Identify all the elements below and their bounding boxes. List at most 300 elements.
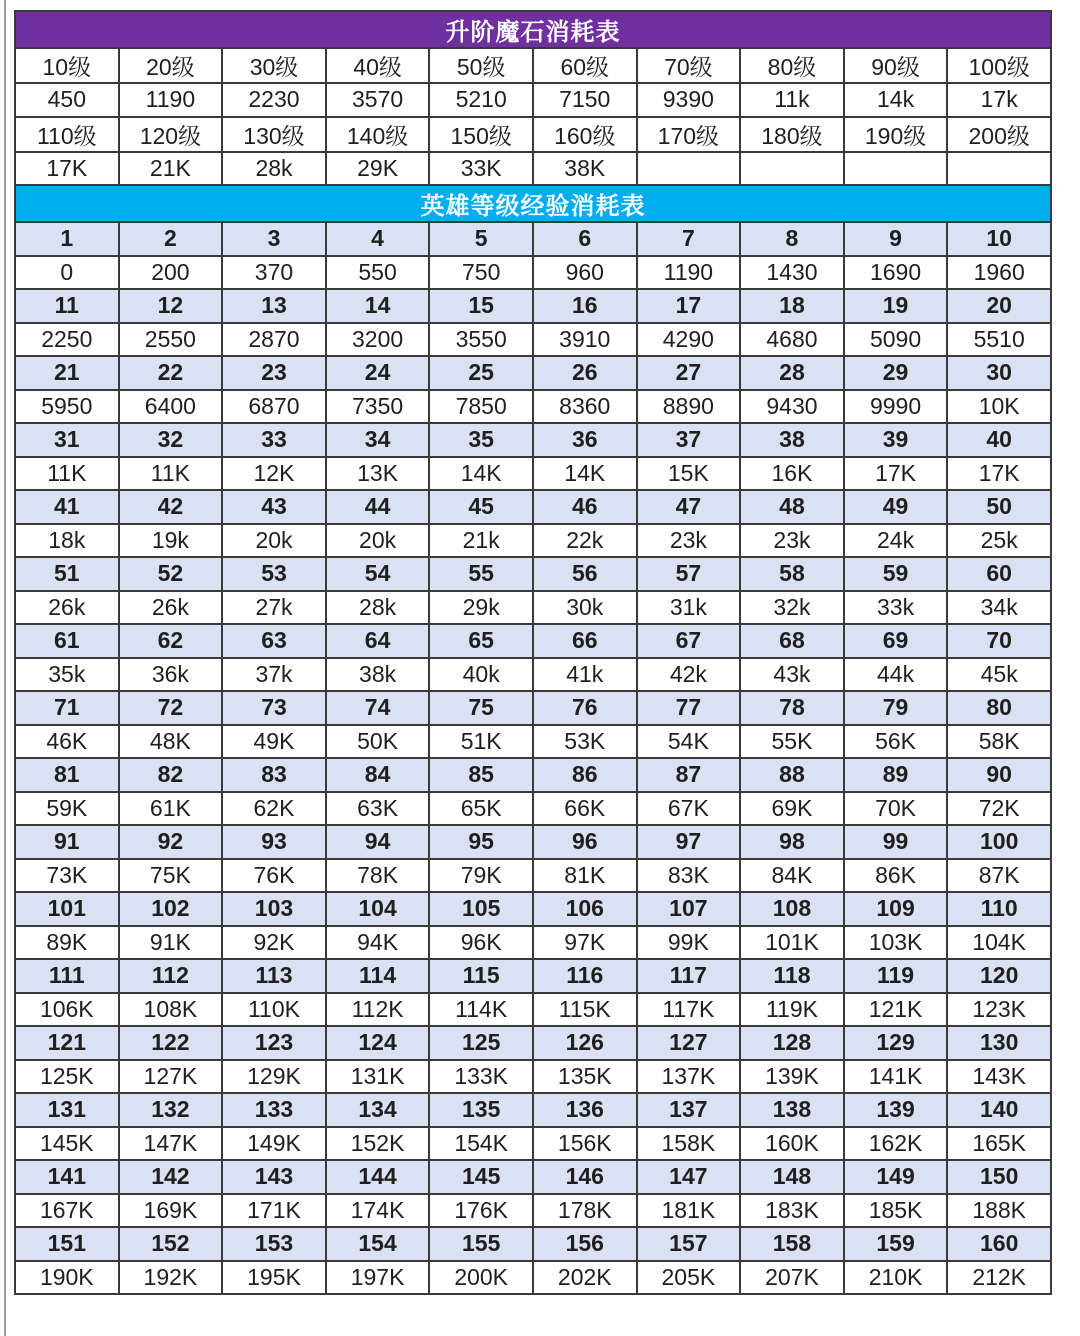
level-cell: 1 [15, 222, 119, 256]
value-cell: 30k [533, 591, 637, 625]
value-cell: 188K [947, 1194, 1051, 1228]
value-cell: 13K [326, 457, 430, 491]
level-cell: 93 [222, 825, 326, 859]
value-cell: 192K [119, 1261, 223, 1295]
level-cell: 15 [429, 289, 533, 323]
value-cell: 78K [326, 859, 430, 893]
exp-value-row [15, 1127, 1051, 1161]
value-cell: 202K [533, 1261, 637, 1295]
level-cell: 119 [844, 959, 948, 993]
stone-table-cell: 5210 [429, 83, 533, 117]
value-cell: 125K [15, 1060, 119, 1094]
stone-table-cell: 17k [947, 83, 1051, 117]
value-cell: 26k [15, 591, 119, 625]
value-cell: 84K [740, 859, 844, 893]
value-cell: 48K [119, 725, 223, 759]
stone-table-cell [637, 152, 741, 186]
level-cell: 43 [222, 490, 326, 524]
level-cell: 14 [326, 289, 430, 323]
value-cell: 69K [740, 792, 844, 826]
stone-table-cell: 17K [15, 152, 119, 186]
stone-table-cell: 200级 [947, 117, 1051, 152]
value-cell: 3200 [326, 323, 430, 357]
level-cell: 129 [844, 1026, 948, 1060]
level-cell: 95 [429, 825, 533, 859]
value-cell: 45k [947, 658, 1051, 692]
level-cell: 104 [326, 892, 430, 926]
value-cell: 33k [844, 591, 948, 625]
level-cell: 62 [119, 624, 223, 658]
value-cell: 32k [740, 591, 844, 625]
value-cell: 160K [740, 1127, 844, 1161]
level-cell: 156 [533, 1227, 637, 1261]
level-cell: 27 [637, 356, 741, 390]
exp-level-row [15, 825, 1051, 859]
level-cell: 63 [222, 624, 326, 658]
stone-table-cell: 29K [326, 152, 430, 186]
value-cell: 133K [429, 1060, 533, 1094]
level-cell: 40 [947, 423, 1051, 457]
level-cell: 97 [637, 825, 741, 859]
value-cell: 61K [119, 792, 223, 826]
value-cell: 89K [15, 926, 119, 960]
value-cell: 21k [429, 524, 533, 558]
exp-level-row [15, 959, 1051, 993]
value-cell: 174K [326, 1194, 430, 1228]
level-cell: 71 [15, 691, 119, 725]
exp-level-row [15, 624, 1051, 658]
exp-level-row [15, 1093, 1051, 1127]
level-cell: 39 [844, 423, 948, 457]
value-cell: 103K [844, 926, 948, 960]
level-cell: 69 [844, 624, 948, 658]
level-cell: 66 [533, 624, 637, 658]
stone-table-cell: 150级 [429, 117, 533, 152]
value-cell: 154K [429, 1127, 533, 1161]
level-cell: 13 [222, 289, 326, 323]
level-cell: 60 [947, 557, 1051, 591]
value-cell: 43k [740, 658, 844, 692]
level-cell: 138 [740, 1093, 844, 1127]
value-cell: 2550 [119, 323, 223, 357]
stone-table-cell: 60级 [533, 48, 637, 83]
exp-level-row [15, 289, 1051, 323]
level-cell: 116 [533, 959, 637, 993]
level-cell: 108 [740, 892, 844, 926]
exp-value-row [15, 1261, 1051, 1295]
level-cell: 38 [740, 423, 844, 457]
stone-table-cell: 3570 [326, 83, 430, 117]
level-cell: 7 [637, 222, 741, 256]
value-cell: 73K [15, 859, 119, 893]
stone-table-cell: 120级 [119, 117, 223, 152]
level-cell: 36 [533, 423, 637, 457]
level-cell: 54 [326, 557, 430, 591]
exp-level-row [15, 758, 1051, 792]
level-cell: 56 [533, 557, 637, 591]
level-cell: 18 [740, 289, 844, 323]
level-cell: 144 [326, 1160, 430, 1194]
value-cell: 6400 [119, 390, 223, 424]
level-cell: 86 [533, 758, 637, 792]
value-cell: 63K [326, 792, 430, 826]
stone-table-cell: 70级 [637, 48, 741, 83]
level-cell: 114 [326, 959, 430, 993]
value-cell: 40k [429, 658, 533, 692]
stone-table-header-row [15, 11, 1051, 48]
level-cell: 35 [429, 423, 533, 457]
value-cell: 178K [533, 1194, 637, 1228]
level-cell: 124 [326, 1026, 430, 1060]
value-cell: 42k [637, 658, 741, 692]
value-cell: 121K [844, 993, 948, 1027]
value-cell: 16K [740, 457, 844, 491]
value-cell: 41k [533, 658, 637, 692]
level-cell: 73 [222, 691, 326, 725]
value-cell: 19k [119, 524, 223, 558]
value-cell: 56K [844, 725, 948, 759]
value-cell: 55K [740, 725, 844, 759]
value-cell: 92K [222, 926, 326, 960]
level-cell: 74 [326, 691, 430, 725]
level-cell: 96 [533, 825, 637, 859]
value-cell: 127K [119, 1060, 223, 1094]
level-cell: 106 [533, 892, 637, 926]
value-cell: 176K [429, 1194, 533, 1228]
level-cell: 68 [740, 624, 844, 658]
exp-level-row [15, 691, 1051, 725]
value-cell: 5510 [947, 323, 1051, 357]
value-cell: 7850 [429, 390, 533, 424]
level-cell: 64 [326, 624, 430, 658]
value-cell: 38k [326, 658, 430, 692]
value-cell: 14K [533, 457, 637, 491]
value-cell: 2250 [15, 323, 119, 357]
level-cell: 118 [740, 959, 844, 993]
value-cell: 205K [637, 1261, 741, 1295]
stone-table-cell: 80级 [740, 48, 844, 83]
value-cell: 8360 [533, 390, 637, 424]
value-cell: 131K [326, 1060, 430, 1094]
value-cell: 11K [15, 457, 119, 491]
value-cell: 96K [429, 926, 533, 960]
level-cell: 70 [947, 624, 1051, 658]
level-cell: 9 [844, 222, 948, 256]
value-cell: 20k [326, 524, 430, 558]
exp-value-row [15, 256, 1051, 290]
level-cell: 51 [15, 557, 119, 591]
value-cell: 46K [15, 725, 119, 759]
value-cell: 26k [119, 591, 223, 625]
level-cell: 98 [740, 825, 844, 859]
level-cell: 149 [844, 1160, 948, 1194]
stone-table-cell [844, 152, 948, 186]
level-cell: 2 [119, 222, 223, 256]
value-cell: 99K [637, 926, 741, 960]
stone-table-cell: 28k [222, 152, 326, 186]
value-cell: 167K [15, 1194, 119, 1228]
value-cell: 165K [947, 1127, 1051, 1161]
level-cell: 91 [15, 825, 119, 859]
value-cell: 7350 [326, 390, 430, 424]
value-cell: 8890 [637, 390, 741, 424]
level-cell: 132 [119, 1093, 223, 1127]
stone-table-cell: 21K [119, 152, 223, 186]
level-cell: 147 [637, 1160, 741, 1194]
value-cell: 94K [326, 926, 430, 960]
level-cell: 25 [429, 356, 533, 390]
stone-table-cell: 90级 [844, 48, 948, 83]
value-cell: 171K [222, 1194, 326, 1228]
level-cell: 6 [533, 222, 637, 256]
stone-table-cell: 40级 [326, 48, 430, 83]
level-cell: 61 [15, 624, 119, 658]
value-cell: 67K [637, 792, 741, 826]
level-cell: 30 [947, 356, 1051, 390]
stone-table-cell: 33K [429, 152, 533, 186]
level-cell: 113 [222, 959, 326, 993]
value-cell: 72K [947, 792, 1051, 826]
value-cell: 110K [222, 993, 326, 1027]
value-cell: 1960 [947, 256, 1051, 290]
value-cell: 129K [222, 1060, 326, 1094]
value-cell: 135K [533, 1060, 637, 1094]
value-cell: 117K [637, 993, 741, 1027]
value-cell: 185K [844, 1194, 948, 1228]
value-cell: 1190 [637, 256, 741, 290]
value-cell: 119K [740, 993, 844, 1027]
value-cell: 86K [844, 859, 948, 893]
exp-level-row [15, 423, 1051, 457]
value-cell: 36k [119, 658, 223, 692]
value-cell: 139K [740, 1060, 844, 1094]
value-cell: 91K [119, 926, 223, 960]
stone-table-cell [947, 152, 1051, 186]
level-cell: 21 [15, 356, 119, 390]
level-cell: 12 [119, 289, 223, 323]
value-cell: 158K [637, 1127, 741, 1161]
value-cell: 115K [533, 993, 637, 1027]
value-cell: 114K [429, 993, 533, 1027]
value-cell: 162K [844, 1127, 948, 1161]
level-cell: 16 [533, 289, 637, 323]
stone-table-cell: 170级 [637, 117, 741, 152]
level-cell: 52 [119, 557, 223, 591]
level-cell: 94 [326, 825, 430, 859]
value-cell: 20k [222, 524, 326, 558]
level-cell: 111 [15, 959, 119, 993]
stone-table-cell: 30级 [222, 48, 326, 83]
level-cell: 76 [533, 691, 637, 725]
value-cell: 195K [222, 1261, 326, 1295]
value-cell: 181K [637, 1194, 741, 1228]
value-cell: 152K [326, 1127, 430, 1161]
value-cell: 53K [533, 725, 637, 759]
level-cell: 78 [740, 691, 844, 725]
level-cell: 83 [222, 758, 326, 792]
stone-table-cell: 38K [533, 152, 637, 186]
level-cell: 8 [740, 222, 844, 256]
value-cell: 87K [947, 859, 1051, 893]
value-cell: 51K [429, 725, 533, 759]
stone-table-cell: 10级 [15, 48, 119, 83]
value-cell: 44k [844, 658, 948, 692]
level-cell: 135 [429, 1093, 533, 1127]
value-cell: 49K [222, 725, 326, 759]
stone-table-row [15, 48, 1051, 83]
value-cell: 83K [637, 859, 741, 893]
level-cell: 42 [119, 490, 223, 524]
stone-table-cell: 180级 [740, 117, 844, 152]
level-cell: 102 [119, 892, 223, 926]
level-cell: 47 [637, 490, 741, 524]
level-cell: 5 [429, 222, 533, 256]
value-cell: 23k [637, 524, 741, 558]
level-cell: 41 [15, 490, 119, 524]
value-cell: 3910 [533, 323, 637, 357]
stone-table-row [15, 152, 1051, 186]
value-cell: 35k [15, 658, 119, 692]
stone-table-cell: 50级 [429, 48, 533, 83]
level-cell: 33 [222, 423, 326, 457]
value-cell: 200K [429, 1261, 533, 1295]
exp-level-row [15, 222, 1051, 256]
value-cell: 9430 [740, 390, 844, 424]
level-cell: 28 [740, 356, 844, 390]
level-cell: 157 [637, 1227, 741, 1261]
level-cell: 155 [429, 1227, 533, 1261]
level-cell: 148 [740, 1160, 844, 1194]
level-cell: 123 [222, 1026, 326, 1060]
level-cell: 134 [326, 1093, 430, 1127]
value-cell: 143K [947, 1060, 1051, 1094]
value-cell: 6870 [222, 390, 326, 424]
stone-table-cell: 450 [15, 83, 119, 117]
stone-table-cell: 100级 [947, 48, 1051, 83]
level-cell: 153 [222, 1227, 326, 1261]
level-cell: 92 [119, 825, 223, 859]
value-cell: 75K [119, 859, 223, 893]
value-cell: 0 [15, 256, 119, 290]
level-cell: 136 [533, 1093, 637, 1127]
exp-level-row [15, 1160, 1051, 1194]
value-cell: 65K [429, 792, 533, 826]
value-cell: 5090 [844, 323, 948, 357]
level-cell: 59 [844, 557, 948, 591]
value-cell: 137K [637, 1060, 741, 1094]
value-cell: 81K [533, 859, 637, 893]
value-cell: 4290 [637, 323, 741, 357]
value-cell: 169K [119, 1194, 223, 1228]
value-cell: 28k [326, 591, 430, 625]
exp-table-title: 英雄等级经验消耗表 [15, 185, 1051, 222]
stone-table-cell: 140级 [326, 117, 430, 152]
level-cell: 117 [637, 959, 741, 993]
level-cell: 140 [947, 1093, 1051, 1127]
value-cell: 200 [119, 256, 223, 290]
level-cell: 58 [740, 557, 844, 591]
value-cell: 156K [533, 1127, 637, 1161]
level-cell: 154 [326, 1227, 430, 1261]
value-cell: 17K [844, 457, 948, 491]
level-cell: 137 [637, 1093, 741, 1127]
level-cell: 130 [947, 1026, 1051, 1060]
value-cell: 112K [326, 993, 430, 1027]
exp-value-row [15, 591, 1051, 625]
level-cell: 82 [119, 758, 223, 792]
level-cell: 57 [637, 557, 741, 591]
stone-table-cell: 9390 [637, 83, 741, 117]
value-cell: 18k [15, 524, 119, 558]
value-cell: 2870 [222, 323, 326, 357]
stone-table-cell: 20级 [119, 48, 223, 83]
level-cell: 85 [429, 758, 533, 792]
level-cell: 23 [222, 356, 326, 390]
level-cell: 67 [637, 624, 741, 658]
level-cell: 142 [119, 1160, 223, 1194]
exp-table-header-row [15, 185, 1051, 222]
value-cell: 147K [119, 1127, 223, 1161]
stone-table-cell: 11k [740, 83, 844, 117]
level-cell: 120 [947, 959, 1051, 993]
stone-table-cell: 14k [844, 83, 948, 117]
exp-value-row [15, 457, 1051, 491]
level-cell: 151 [15, 1227, 119, 1261]
stone-table-cell: 2230 [222, 83, 326, 117]
exp-value-row [15, 1194, 1051, 1228]
value-cell: 5950 [15, 390, 119, 424]
value-cell: 97K [533, 926, 637, 960]
exp-value-row [15, 993, 1051, 1027]
exp-value-row [15, 926, 1051, 960]
level-cell: 81 [15, 758, 119, 792]
level-cell: 159 [844, 1227, 948, 1261]
level-cell: 22 [119, 356, 223, 390]
value-cell: 50K [326, 725, 430, 759]
level-cell: 26 [533, 356, 637, 390]
value-cell: 10K [947, 390, 1051, 424]
exp-level-row [15, 1227, 1051, 1261]
level-cell: 45 [429, 490, 533, 524]
level-cell: 125 [429, 1026, 533, 1060]
stone-table-cell [740, 152, 844, 186]
level-cell: 150 [947, 1160, 1051, 1194]
value-cell: 550 [326, 256, 430, 290]
value-cell: 59K [15, 792, 119, 826]
level-cell: 77 [637, 691, 741, 725]
value-cell: 141K [844, 1060, 948, 1094]
level-cell: 75 [429, 691, 533, 725]
level-cell: 24 [326, 356, 430, 390]
value-cell: 11K [119, 457, 223, 491]
level-cell: 17 [637, 289, 741, 323]
value-cell: 104K [947, 926, 1051, 960]
level-cell: 122 [119, 1026, 223, 1060]
stone-table-cell: 160级 [533, 117, 637, 152]
stone-table-cell: 110级 [15, 117, 119, 152]
stone-table-row [15, 117, 1051, 152]
level-cell: 84 [326, 758, 430, 792]
value-cell: 101K [740, 926, 844, 960]
stone-table-cell: 1190 [119, 83, 223, 117]
value-cell: 70K [844, 792, 948, 826]
level-cell: 109 [844, 892, 948, 926]
level-cell: 3 [222, 222, 326, 256]
level-cell: 158 [740, 1227, 844, 1261]
level-cell: 131 [15, 1093, 119, 1127]
level-cell: 128 [740, 1026, 844, 1060]
level-cell: 65 [429, 624, 533, 658]
